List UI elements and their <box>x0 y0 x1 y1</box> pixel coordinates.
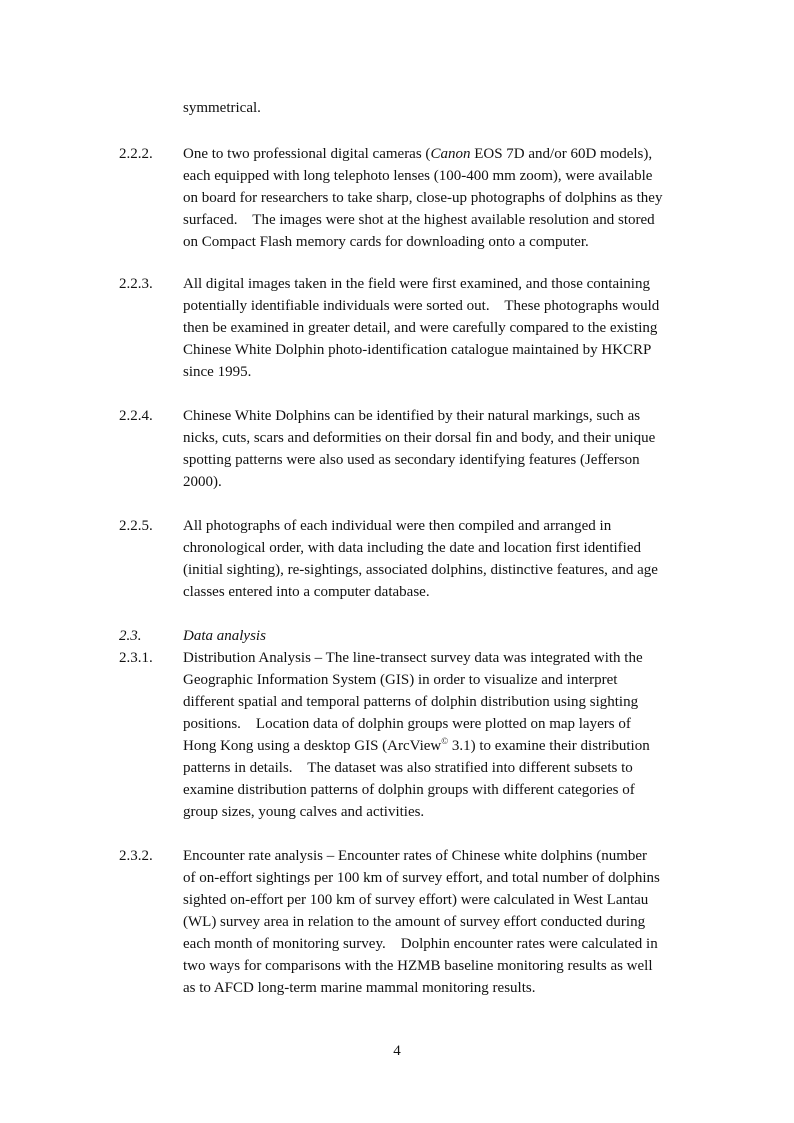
paragraph-number: 2.2.3. <box>119 276 153 292</box>
paragraph-line: nicks, cuts, scars and deformities on their dorsal fin and body, and their unique <box>183 430 656 446</box>
paragraph-2-2-2 <box>183 143 713 253</box>
paragraph-2-3-2 <box>183 845 713 999</box>
paragraph-line: each month of monitoring survey. Dolphin encounter rates were calculated in <box>183 936 658 952</box>
paragraph-line: each equipped with long telephoto lenses (100-400 mm zoom), were available <box>183 168 653 184</box>
paragraph-number: 2.3.2. <box>119 848 153 864</box>
paragraph-2-2-3 <box>183 273 713 383</box>
paragraph-line: All photographs of each individual were then compiled and arranged in <box>183 518 612 534</box>
paragraph-line: two ways for comparisons with the HZMB baseline monitoring results as well <box>183 958 653 974</box>
paragraph-line: sighted on-effort per 100 km of survey effort) were calculated in West Lantau <box>183 892 649 908</box>
paragraph-number: 2.3.1. <box>119 650 153 666</box>
paragraph-line: 2000). <box>183 474 222 490</box>
paragraph-line <box>183 143 713 165</box>
paragraph-number: 2.2.2. <box>119 146 153 162</box>
paragraph-2-2-4 <box>183 405 713 493</box>
section-number: 2.3. <box>119 628 142 644</box>
section-heading: Data analysis <box>183 628 266 644</box>
paragraph-line: of on-effort sightings per 100 km of survey effort, and total number of dolphins <box>183 870 660 886</box>
paragraph-2-2-5 <box>183 515 713 603</box>
paragraph-line: Chinese White Dolphin photo-identification catalogue maintained by HKCRP <box>183 342 652 358</box>
paragraph-line: (initial sighting), re-sightings, associated dolphins, distinctive features, and age <box>183 562 658 578</box>
paragraph-line: All digital images taken in the field were first examined, and those containing <box>183 276 650 292</box>
paragraph-line: classes entered into a computer database. <box>183 584 430 600</box>
text-run: 3.1) to examine their distribution <box>448 738 650 754</box>
paragraph-line: on board for researchers to take sharp, close-up photographs of dolphins as they <box>183 190 663 206</box>
text-run: EOS 7D and/or 60D models), <box>470 146 653 162</box>
paragraph-line: (WL) survey area in relation to the amount of survey effort conducted during <box>183 914 646 930</box>
paragraph-line: Geographic Information System (GIS) in order to visualize and interpret <box>183 672 618 688</box>
continuation-line: symmetrical. <box>183 100 261 116</box>
paragraph-line: chronological order, with data including the date and location first identified <box>183 540 642 556</box>
copyright-mark: © <box>441 736 449 746</box>
camera-brand: Canon <box>430 146 471 162</box>
paragraph-line: surfaced. The images were shot at the highest available resolution and stored <box>183 212 655 228</box>
paragraph-line: Distribution Analysis – The line-transect survey data was integrated with the <box>183 650 643 666</box>
paragraph-line: different spatial and temporal patterns of dolphin distribution using sighting <box>183 694 639 710</box>
paragraph-line: Encounter rate analysis – Encounter rates of Chinese white dolphins (number <box>183 848 648 864</box>
paragraph-line: examine distribution patterns of dolphin groups with different categories of <box>183 782 635 798</box>
paragraph-line: positions. Location data of dolphin groups were plotted on map layers of <box>183 716 631 732</box>
paragraph-2-3-1 <box>183 647 713 823</box>
paragraph-number: 2.2.5. <box>119 518 153 534</box>
paragraph-line: potentially identifiable individuals were sorted out. These photographs would <box>183 298 660 314</box>
paragraph-line: spotting patterns were also used as secondary identifying features (Jefferson <box>183 452 640 468</box>
text-run: One to two professional digital cameras ( <box>183 146 431 162</box>
paragraph-number: 2.2.4. <box>119 408 153 424</box>
text-run: Hong Kong using a desktop GIS (ArcView <box>183 738 442 754</box>
paragraph-line: on Compact Flash memory cards for downloading onto a computer. <box>183 234 589 250</box>
paragraph-line: then be examined in greater detail, and were carefully compared to the existing <box>183 320 658 336</box>
paragraph-line <box>183 735 713 757</box>
page-number: 4 <box>393 1043 401 1059</box>
paragraph-line: as to AFCD long-term marine mammal monitoring results. <box>183 980 536 996</box>
paragraph-line: patterns in details. The dataset was also stratified into different subsets to <box>183 760 633 776</box>
paragraph-line: Chinese White Dolphins can be identified by their natural markings, such as <box>183 408 641 424</box>
paragraph-line: group sizes, young calves and activities. <box>183 804 425 820</box>
paragraph-line: since 1995. <box>183 364 252 380</box>
